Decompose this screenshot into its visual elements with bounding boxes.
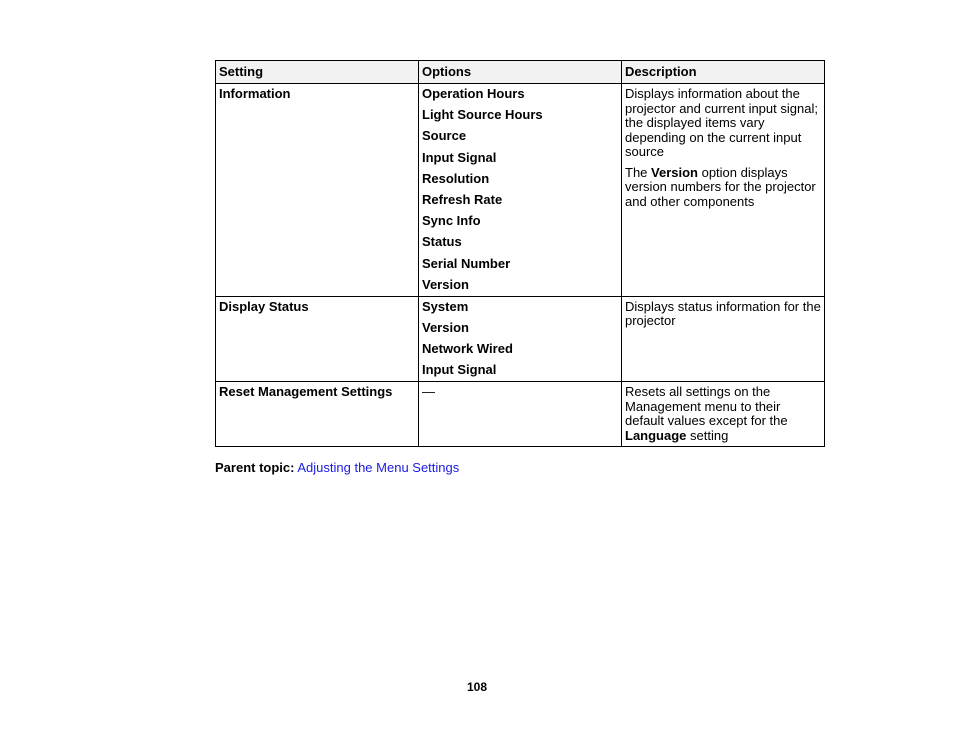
page-number: 108 <box>466 680 488 694</box>
setting-cell: Information <box>216 84 419 297</box>
description-fragment: Resets all settings on the Management menu to their default values except for the <box>625 384 788 429</box>
options-cell <box>419 296 622 382</box>
description-text: Displays information about the projector and current input signal; the displayed items vary depending on the current input source <box>625 86 818 159</box>
options-cell: — <box>419 382 622 447</box>
header-options: Options <box>419 61 622 84</box>
setting-cell: Reset Management Settings <box>216 382 419 447</box>
table-row <box>216 84 825 297</box>
option-item: Source <box>422 128 467 144</box>
description-cell <box>622 382 825 447</box>
options-cell <box>419 84 622 297</box>
option-item: Operation Hours <box>422 86 525 101</box>
option-item: Light Source Hours <box>422 107 543 123</box>
option-item: Status <box>422 234 462 250</box>
parent-topic-label: Parent topic: <box>215 460 295 475</box>
option-item: System <box>422 298 469 314</box>
option-item: Input Signal <box>422 149 497 165</box>
option-item: Resolution <box>422 170 490 186</box>
parent-topic <box>215 460 459 475</box>
description-bold: Version <box>651 164 698 180</box>
option-item: Version <box>422 276 469 292</box>
option-item: Sync Info <box>422 213 481 229</box>
settings-table <box>215 60 825 447</box>
option-item: Serial Number <box>422 255 511 271</box>
option-item: Input Signal <box>422 362 497 378</box>
setting-cell: Display Status <box>216 296 419 382</box>
description-text <box>625 385 821 443</box>
table-row <box>216 296 825 382</box>
header-description: Description <box>622 61 825 84</box>
table-row <box>216 382 825 447</box>
option-item: Network Wired <box>422 341 513 357</box>
description-cell <box>622 296 825 382</box>
header-setting: Setting <box>216 61 419 84</box>
description-fragment: option displays version numbers for the projector and other components <box>625 164 816 209</box>
option-item: Version <box>422 319 469 335</box>
description-text: Displays status information for the projector <box>625 298 821 329</box>
parent-topic-link[interactable]: Adjusting the Menu Settings <box>297 460 460 475</box>
description-cell <box>622 84 825 297</box>
table-header-row <box>216 61 825 84</box>
description-bold: Language <box>625 427 687 443</box>
option-item: Refresh Rate <box>422 191 503 207</box>
description-fragment: The <box>625 164 652 180</box>
description-fragment: setting <box>686 427 729 443</box>
description-text <box>625 166 821 210</box>
